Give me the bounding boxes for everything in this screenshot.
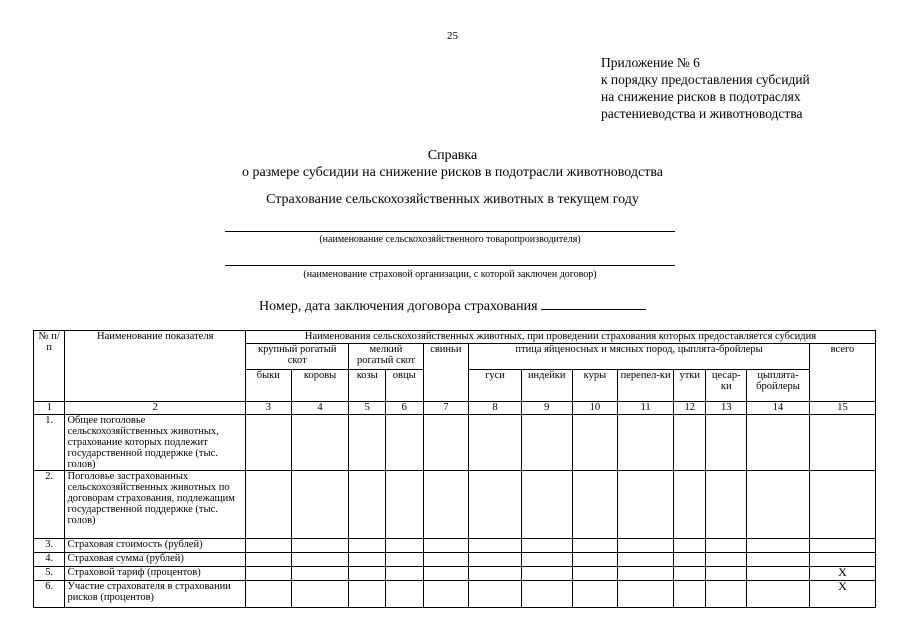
data-cell[interactable] [349,567,386,581]
data-cell[interactable] [291,471,349,539]
header-row-1 [34,331,876,344]
data-cell[interactable] [618,567,674,581]
header-poultry: птица яйценосных и мясных пород, цыплята-бройлеры [469,344,810,370]
row-label: Страховой тариф (процентов) [65,567,246,581]
data-cell[interactable] [349,553,386,567]
data-cell[interactable] [706,567,747,581]
data-cell[interactable] [423,567,469,581]
total-cell[interactable] [809,471,875,539]
data-cell[interactable] [521,581,572,608]
header-cows: коровы [291,370,349,402]
row-label: Страховая сумма (рублей) [65,553,246,567]
col-number: 4 [291,402,349,415]
data-cell[interactable] [747,415,810,471]
document-section-title: Страхование сельскохозяйственных животных в текущем году [266,192,639,207]
header-guinea-fowl: цесар-ки [706,370,747,402]
data-cell[interactable] [572,553,618,567]
data-cell[interactable] [572,567,618,581]
header-ducks: утки [674,370,706,402]
column-number-row [34,402,876,415]
row-label: Поголовье застрахованных сельскохозяйственных животных по договорам страхования, подлежащим государственной поддержке (тыс. голов) [65,471,246,539]
appendix-line-2: к порядку предоставления субсидий [601,72,810,87]
row-label: Общее поголовье сельскохозяйственных животных, страхование которых подлежит государственной поддержке (тыс. голов) [65,415,246,471]
table-row [34,581,876,608]
row-number: 5. [34,567,65,581]
data-cell[interactable] [747,471,810,539]
data-cell[interactable] [469,553,522,567]
col-number: 13 [706,402,747,415]
row-number: 4. [34,553,65,567]
row-label: Страховая стоимость (рублей) [65,539,246,553]
data-cell[interactable] [572,415,618,471]
data-cell[interactable] [618,539,674,553]
document-title: Справка [427,148,478,163]
col-number: 1 [34,402,65,415]
col-number: 12 [674,402,706,415]
data-cell[interactable] [469,471,522,539]
data-cell[interactable] [469,567,522,581]
document-subtitle: о размере субсидии на снижение рисков в подотрасли животноводства [242,165,663,180]
data-cell[interactable] [349,415,386,471]
data-cell[interactable] [747,553,810,567]
producer-name-field[interactable] [225,231,675,232]
row-number: 6. [34,581,65,608]
header-cattle: крупный рогатый скот [246,344,349,370]
total-cell[interactable] [809,539,875,553]
data-cell[interactable] [572,581,618,608]
data-cell[interactable] [423,415,469,471]
data-cell[interactable] [674,553,706,567]
data-cell[interactable] [706,553,747,567]
data-cell[interactable] [385,581,423,608]
data-cell[interactable] [423,539,469,553]
total-cell[interactable] [809,415,875,471]
col-number: 11 [618,402,674,415]
data-cell[interactable] [521,471,572,539]
data-cell[interactable] [246,415,292,471]
data-cell[interactable] [469,539,522,553]
contract-label: Номер, дата заключения договора страхования [258,299,538,314]
data-cell[interactable] [423,471,469,539]
insurer-name-field[interactable] [225,265,675,266]
data-cell[interactable] [674,415,706,471]
data-cell[interactable] [291,553,349,567]
data-cell[interactable] [706,539,747,553]
data-cell[interactable] [246,567,292,581]
data-cell[interactable] [349,581,386,608]
appendix-line-3: на снижение рисков в подотраслях [601,89,801,104]
header-total: всего [809,344,875,402]
data-cell[interactable] [246,539,292,553]
data-cell[interactable] [246,581,292,608]
header-geese: гуси [469,370,522,402]
data-cell[interactable] [618,553,674,567]
data-cell[interactable] [521,415,572,471]
data-cell[interactable] [618,581,674,608]
table-row [34,539,876,553]
data-cell[interactable] [349,539,386,553]
data-cell[interactable] [521,553,572,567]
data-cell[interactable] [291,415,349,471]
header-bulls: быки [246,370,292,402]
data-cell[interactable] [747,567,810,581]
data-cell[interactable] [747,581,810,608]
header-small-cattle: мелкий рогатый скот [349,344,423,370]
data-cell[interactable] [291,581,349,608]
col-number: 10 [572,402,618,415]
table-row [34,415,876,471]
data-cell[interactable] [349,471,386,539]
data-cell[interactable] [385,471,423,539]
row-label: Участие страхователя в страховании рисков (процентов) [65,581,246,608]
data-cell[interactable] [747,539,810,553]
total-cell[interactable]: Х [809,581,875,608]
total-cell[interactable]: Х [809,567,875,581]
data-cell[interactable] [423,553,469,567]
data-cell[interactable] [618,415,674,471]
subsidy-table [33,330,876,608]
data-cell[interactable] [706,415,747,471]
data-cell[interactable] [674,539,706,553]
table-row [34,553,876,567]
data-cell[interactable] [291,567,349,581]
page-number: 25 [447,30,458,42]
data-cell[interactable] [521,539,572,553]
data-cell[interactable] [572,471,618,539]
col-number: 6 [385,402,423,415]
data-cell[interactable] [572,539,618,553]
data-cell[interactable] [423,581,469,608]
appendix-line-4: растениеводства и животноводства [601,106,803,121]
insurer-name-caption: (наименование страховой организации, с которой заключен договор) [303,269,597,280]
data-cell[interactable] [385,553,423,567]
data-cell[interactable] [674,567,706,581]
header-hens: куры [572,370,618,402]
header-turkeys: индейки [521,370,572,402]
data-cell[interactable] [674,581,706,608]
data-cell[interactable] [618,471,674,539]
header-indicator: Наименование показателя [65,331,246,402]
appendix-line-1: Приложение № 6 [601,55,700,70]
col-number: 5 [349,402,386,415]
data-cell[interactable] [385,415,423,471]
data-cell[interactable] [246,471,292,539]
col-number: 8 [469,402,522,415]
header-broilers: цыплята-бройлеры [747,370,810,402]
table-row [34,567,876,581]
row-number: 3. [34,539,65,553]
col-number: 9 [521,402,572,415]
col-number: 15 [809,402,875,415]
data-cell[interactable] [385,567,423,581]
row-number: 2. [34,471,65,539]
header-pigs: свиньи [423,344,469,402]
data-cell[interactable] [674,471,706,539]
header-goats: козы [349,370,386,402]
producer-name-caption: (наименование сельскохозяйственного товаропроизводителя) [319,234,581,245]
header-quails: перепел-ки [618,370,674,402]
data-cell[interactable] [469,415,522,471]
data-cell[interactable] [706,471,747,539]
header-sheep: овцы [385,370,423,402]
header-animals: Наименования сельскохозяйственных животных, при проведении страхования которых предоставляется субсидия [246,331,876,344]
data-cell[interactable] [385,539,423,553]
data-cell[interactable] [469,581,522,608]
header-num: № п/п [34,331,65,402]
col-number: 14 [747,402,810,415]
contract-line [0,296,905,315]
data-cell[interactable] [246,553,292,567]
data-cell[interactable] [521,567,572,581]
row-number: 1. [34,415,65,471]
table-row [34,471,876,539]
data-cell[interactable] [291,539,349,553]
appendix-header [601,54,810,122]
contract-number-field[interactable] [541,296,646,310]
col-number: 2 [65,402,246,415]
data-cell[interactable] [706,581,747,608]
col-number: 3 [246,402,292,415]
col-number: 7 [423,402,469,415]
